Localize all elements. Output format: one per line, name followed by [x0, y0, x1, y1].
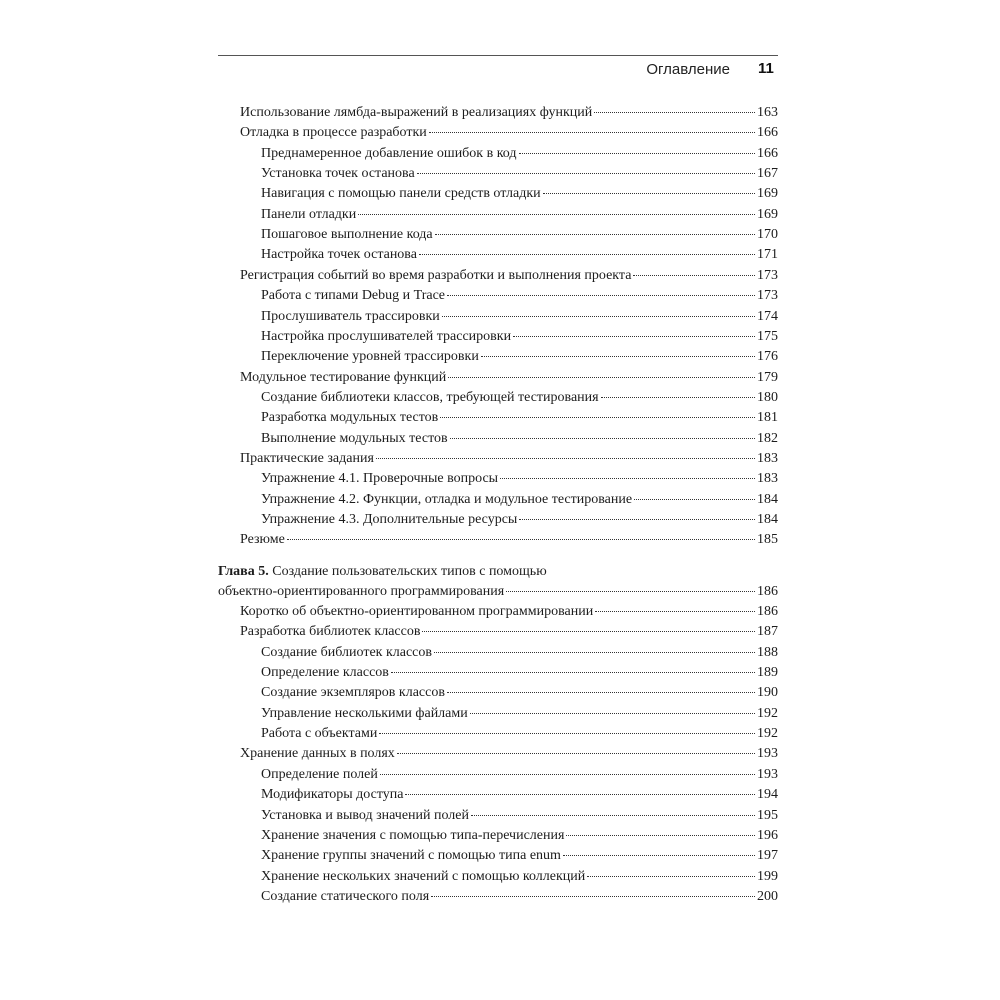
dot-leader [448, 377, 755, 378]
toc-page-number: 180 [757, 389, 778, 405]
dot-leader [440, 417, 755, 418]
toc-entry [240, 368, 778, 388]
dot-leader [379, 733, 755, 734]
toc-subentry [261, 184, 778, 204]
toc-subentry [261, 724, 778, 744]
dot-leader [435, 234, 755, 235]
toc-page-number: 200 [757, 888, 778, 904]
toc-entry-label: Упражнение 4.2. Функции, отладка и модульное тестирование [261, 491, 633, 507]
dot-leader [481, 356, 755, 357]
toc-page-number: 186 [757, 604, 778, 619]
toc-subentry [261, 469, 778, 489]
dot-leader [447, 295, 755, 296]
toc-entry-label: объектно-ориентированного программирования [218, 584, 505, 599]
dot-leader [417, 173, 755, 174]
chapter-title-line1: Создание пользовательских типов с помощью [268, 564, 547, 579]
toc-entry-label: Управление несколькими файлами [261, 705, 468, 721]
toc-entry [240, 622, 778, 642]
toc-page-number: 173 [757, 288, 778, 304]
toc-subentry [261, 867, 778, 887]
toc-entry-label: Переключение уровней трассировки [261, 349, 479, 365]
toc-page-number: 190 [757, 685, 778, 701]
dot-leader [397, 753, 755, 754]
chapter-heading [218, 562, 547, 582]
toc-entry-label: Панели отладки [261, 206, 357, 222]
dot-leader [543, 193, 755, 194]
toc-entry-label: Настройка прослушивателей трассировки [261, 328, 512, 344]
toc-page-number: 189 [757, 665, 778, 681]
toc-page-number: 175 [757, 328, 778, 344]
dot-leader [634, 499, 755, 500]
toc-page-number: 195 [757, 807, 778, 823]
dot-leader [287, 539, 755, 540]
toc-page-number: 184 [757, 491, 778, 507]
dot-leader [470, 713, 755, 714]
toc-entry-label: Практические задания [240, 450, 374, 466]
toc-entry-label: Упражнение 4.1. Проверочные вопросы [261, 471, 499, 487]
toc-entry-label: Упражнение 4.3. Дополнительные ресурсы [261, 512, 518, 527]
toc-entry-label: Хранение нескольких значений с помощью коллекций [261, 868, 586, 884]
toc-entry-label: Отладка в процессе разработки [240, 125, 427, 141]
toc-page-number: 197 [757, 848, 778, 864]
toc-page-number: 194 [757, 787, 778, 803]
toc-entry-label: Хранение данных в полях [240, 746, 395, 762]
toc-page-number: 184 [757, 512, 778, 527]
toc-subentry [261, 490, 778, 510]
toc-page-number: 183 [757, 471, 778, 487]
toc-chapter-entry [218, 582, 778, 602]
toc-entry-label: Модификаторы доступа [261, 787, 404, 803]
toc-entry-label: Преднамеренное добавление ошибок в код [261, 145, 517, 161]
toc-page-number: 170 [757, 227, 778, 243]
toc-page-number: 171 [757, 247, 778, 263]
toc-page-number: 166 [757, 125, 778, 141]
toc-subentry [261, 347, 778, 367]
toc-entry-label: Определение классов [261, 665, 389, 681]
dot-leader [500, 478, 755, 479]
toc-entry-label: Установка и вывод значений полей [261, 807, 470, 823]
toc-subentry [261, 327, 778, 347]
toc-subentry [261, 225, 778, 245]
toc-entry-label: Коротко об объектно-ориентированном программировании [240, 604, 594, 619]
dot-leader [434, 652, 755, 653]
toc-subentry [261, 388, 778, 408]
toc-page-number: 185 [757, 532, 778, 548]
toc-entry-label: Использование лямбда-выражений в реализациях функций [240, 105, 593, 120]
toc-entry-label: Навигация с помощью панели средств отладки [261, 186, 541, 202]
dot-leader [405, 794, 755, 795]
toc-page-number: 169 [757, 206, 778, 222]
toc-page-number: 186 [757, 584, 778, 599]
header-rule [218, 55, 778, 56]
dot-leader [563, 855, 755, 856]
toc-entry [240, 103, 778, 123]
dot-leader [519, 519, 755, 520]
dot-leader [633, 275, 755, 276]
toc-entry [240, 266, 778, 286]
toc-page-number: 174 [757, 308, 778, 324]
toc-page-number: 173 [757, 267, 778, 283]
toc-page-number: 192 [757, 705, 778, 721]
dot-leader [380, 774, 755, 775]
toc-page-number: 167 [757, 166, 778, 182]
toc-page-number: 169 [757, 186, 778, 202]
toc-subentry [261, 164, 778, 184]
toc-subentry [261, 510, 778, 530]
toc-entry-label: Работа с объектами [261, 726, 378, 742]
toc-entry [240, 602, 778, 622]
dot-leader [391, 672, 755, 673]
toc-entry-label: Пошаговое выполнение кода [261, 227, 433, 243]
toc-entry-label: Создание экземпляров классов [261, 685, 445, 701]
toc-subentry [261, 286, 778, 306]
toc-entry-label: Прослушиватель трассировки [261, 308, 440, 324]
dot-leader [595, 611, 755, 612]
toc-subentry [261, 307, 778, 327]
toc-entry-label: Создание библиотеки классов, требующей тестирования [261, 389, 599, 405]
dot-leader [447, 692, 755, 693]
toc-entry-label: Создание статического поля [261, 888, 430, 904]
dot-leader [429, 132, 755, 133]
toc-subentry [261, 765, 778, 785]
toc-page-number: 179 [757, 369, 778, 385]
running-header-title: Оглавление [646, 61, 730, 78]
chapter-prefix: Глава 5. [218, 564, 269, 579]
toc-subentry [261, 785, 778, 805]
dot-leader [442, 316, 755, 317]
toc-entry-label: Настройка точек останова [261, 247, 417, 263]
toc-subentry [261, 806, 778, 826]
dot-leader [450, 438, 755, 439]
toc-entry [240, 449, 778, 469]
dot-leader [519, 153, 755, 154]
toc-subentry [261, 205, 778, 225]
toc-page-number: 166 [757, 145, 778, 161]
toc-entry-label: Разработка модульных тестов [261, 410, 439, 426]
dot-leader [566, 835, 755, 836]
toc-page-number: 192 [757, 726, 778, 742]
toc-page-number: 183 [757, 450, 778, 466]
toc-page-number: 199 [757, 868, 778, 884]
toc-subentry [261, 429, 778, 449]
toc-page-number: 176 [757, 349, 778, 365]
toc-subentry [261, 704, 778, 724]
dot-leader [419, 254, 755, 255]
toc-entry-label: Модульное тестирование функций [240, 369, 447, 385]
toc-subentry [261, 408, 778, 428]
toc-subentry [261, 887, 778, 907]
toc-entry-label: Разработка библиотек классов [240, 624, 421, 640]
toc-entry-label: Хранение группы значений с помощью типа enum [261, 848, 561, 864]
toc-subentry [261, 144, 778, 164]
toc-page-number: 187 [757, 624, 778, 640]
running-header-page-number: 11 [758, 60, 774, 77]
dot-leader [422, 631, 755, 632]
toc-page-number: 193 [757, 766, 778, 782]
toc-subentry [261, 826, 778, 846]
dot-leader [471, 815, 755, 816]
dot-leader [594, 112, 755, 113]
toc-subentry [261, 643, 778, 663]
toc-entry-label: Выполнение модульных тестов [261, 430, 448, 446]
toc-entry-label: Создание библиотек классов [261, 644, 433, 660]
toc-page-number: 188 [757, 644, 778, 660]
toc-page-number: 181 [757, 410, 778, 426]
toc-entry-label: Хранение значения с помощью типа-перечисления [261, 827, 565, 843]
dot-leader [587, 876, 755, 877]
dot-leader [358, 214, 755, 215]
toc-entry [240, 530, 778, 550]
toc-entry [240, 744, 778, 764]
toc-subentry [261, 245, 778, 265]
toc-page-number: 163 [757, 105, 778, 120]
toc-entry [240, 123, 778, 143]
toc-entry-label: Установка точек останова [261, 166, 415, 182]
toc-entry-label: Резюме [240, 532, 285, 548]
toc-page-number: 182 [757, 430, 778, 446]
toc-subentry [261, 846, 778, 866]
toc-page-number: 196 [757, 827, 778, 843]
toc-entry-label: Регистрация событий во время разработки и выполнения проекта [240, 267, 632, 283]
toc-subentry [261, 683, 778, 703]
dot-leader [506, 591, 755, 592]
toc-page-number: 193 [757, 746, 778, 762]
dot-leader [376, 458, 755, 459]
toc-subentry [261, 663, 778, 683]
toc-entry-label: Работа с типами Debug и Trace [261, 288, 446, 304]
toc-entry-label: Определение полей [261, 766, 378, 782]
dot-leader [513, 336, 755, 337]
dot-leader [431, 896, 755, 897]
dot-leader [601, 397, 755, 398]
